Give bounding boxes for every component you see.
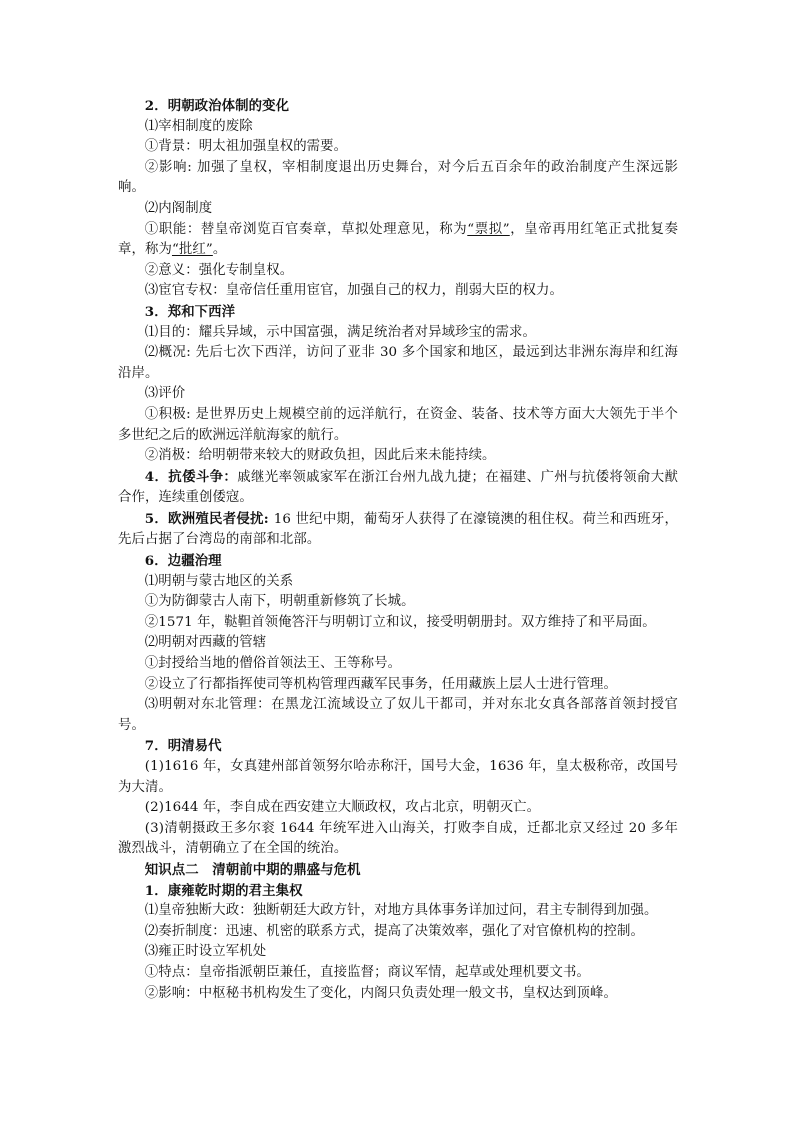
text-line: ⑶雍正时设立军机处 [144,944,267,960]
text-line: ②设立了行都指挥使司等机构管理西藏军民事务，任用藏族上层人士进行管理。 [144,676,617,692]
text-line: ⑵概况: 先后七次下西洋，访问了亚非 30 多个国家和地区，最远到达非洲东海岸和红海沿岸。 [118,345,678,381]
text-line [118,509,678,551]
text-line: ①背景：明太祖加强皇权的需要。 [144,139,348,155]
text-line [118,613,678,634]
text-line: ②1571 年，鞑靼首领俺答汗与明朝订立和议，接受明朝册封。双方维持了和平局面。 [144,614,656,630]
text-line: 戚继光率领戚家军在浙江台州九战九捷；在福建、广州与抗倭将领俞大猷合作，连续重创倭寇。 [118,469,678,506]
section-heading-frontier [118,551,678,572]
text-line: ②意义：强化专制皇权。 [144,262,294,278]
section-heading-ming-politics [118,96,678,117]
text-line: 3．郑和下西洋 [144,303,236,320]
section-heading-kangyongqian [118,881,678,902]
text-line: ⑵奏折制度：迅速、机密的联系方式，提高了决策效率，强化了对官僚机构的控制。 [144,923,644,939]
section-heading-zheng-he [118,302,678,323]
text-line: 1．康雍乾时期的君主集权 [144,882,303,899]
text-line [118,819,678,860]
text-line [118,323,678,344]
text-line [118,405,678,446]
text-line: ⑴目的：耀兵异域，示中国富强，满足统治者对异域珍宝的需求。 [144,324,537,340]
text-line [118,901,678,922]
text-line [118,654,678,675]
text-line [118,343,678,384]
text-line: ①为防御蒙古人南下，明朝重新修筑了长城。 [144,594,415,610]
text-line: ⑴明朝与蒙古地区的关系 [144,573,294,589]
text-line [118,220,678,261]
text-line: ⑶宦官专权：皇帝信任重用宦官，加强自己的权力，削弱大臣的权力。 [144,283,564,299]
text-line: ②影响：中枢秘书机构发生了变化，内阁只负责处理一般文书，皇权达到顶峰。 [144,985,617,1001]
text-line: ①封授给当地的僧俗首领法王、王等称号。 [144,656,402,672]
text-line [118,922,678,943]
text-line: ②消极：给明朝带来较大的财政负担，因此后来未能持续。 [144,448,496,464]
text-line: 16 世纪中期，葡萄牙人获得了在濠镜澳的租住权。荷兰和西班牙，先后占据了台湾岛的南部和北部。 [118,511,678,548]
text-line: ⑶评价 [144,386,186,402]
inline-heading: 5．欧洲殖民者侵扰: [144,510,274,527]
underlined-term: “票拟” [467,221,510,237]
inline-heading: 4．抗倭斗争： [144,468,238,485]
text-line: ，皇帝再用红笔正式批复奏章，称为 [118,221,678,258]
text-line [118,633,678,654]
text-line: ①积极: 是世界历史上规模空前的远洋航行，在资金、装备、技术等方面大大领先于半个多世纪之后的欧洲远洋航海家的航行。 [118,406,678,443]
text-line [118,158,678,199]
text-line [118,446,678,467]
text-line: ⑶明朝对东北管理：在黑龙江流域设立了奴儿干都司，并对东北女真各部落首领封授官号。 [118,697,678,733]
knowledge-point-heading [118,860,678,881]
text-line: ①职能：替皇帝浏览百官奏章，草拟处理意见，称为 [144,221,468,237]
text-line: (2)1644 年，李自成在西安建立大顺政权，攻占北京，明朝灭亡。 [144,800,541,816]
text-line: 7．明清易代 [144,738,222,755]
text-line: ⑴宰相制度的废除 [144,118,253,134]
text-line: ①特点：皇帝指派朝臣兼任，直接监督；商议军情，起草或处理机要文书。 [144,964,590,980]
text-line: ⑴皇帝独断大政：独断朝廷大政方针，对地方具体事务详加过问，君主专制得到加强。 [144,903,658,919]
text-line: ②影响: 加强了皇权，宰相制度退出历史舞台，对今后五百余年的政治制度产生深远影响。 [118,159,678,196]
text-line [118,963,678,984]
text-line [118,695,678,736]
text-line: (3)清朝摄政王多尔衮 1644 年统军进入山海关，打败李自成，迁都北京又经过 20 多年激烈战斗，清朝确立了在全国的统治。 [118,820,678,857]
text-line [118,675,678,696]
text-line: 6．边疆治理 [144,553,222,570]
text-line: ⑵内阁制度 [144,200,213,216]
underlined-term: “批红” [171,242,213,258]
text-line [118,984,678,1005]
text-line [118,384,678,405]
text-line: ⑵明朝对西藏的管辖 [144,635,267,651]
text-line [118,592,678,613]
text-line [118,798,678,819]
text-line [118,117,678,138]
text-line [118,137,678,158]
text-line: 。 [212,242,227,258]
section-heading-ming-qing [118,736,678,757]
text-line: 2．明朝政治体制的变化 [144,98,290,114]
text-line: 知识点二 清朝前中期的鼎盛与危机 [144,861,361,878]
text-line [118,199,678,220]
text-line: (1)1616 年，女真建州部首领努尔哈赤称汗，国号大金，1636 年，皇太极称帝，改国号为大清。 [118,759,678,795]
text-line [118,467,678,509]
text-line [118,261,678,282]
text-line [118,942,678,963]
text-line [118,281,678,302]
text-line [118,757,678,798]
document-page [118,96,678,1004]
text-line [118,572,678,593]
